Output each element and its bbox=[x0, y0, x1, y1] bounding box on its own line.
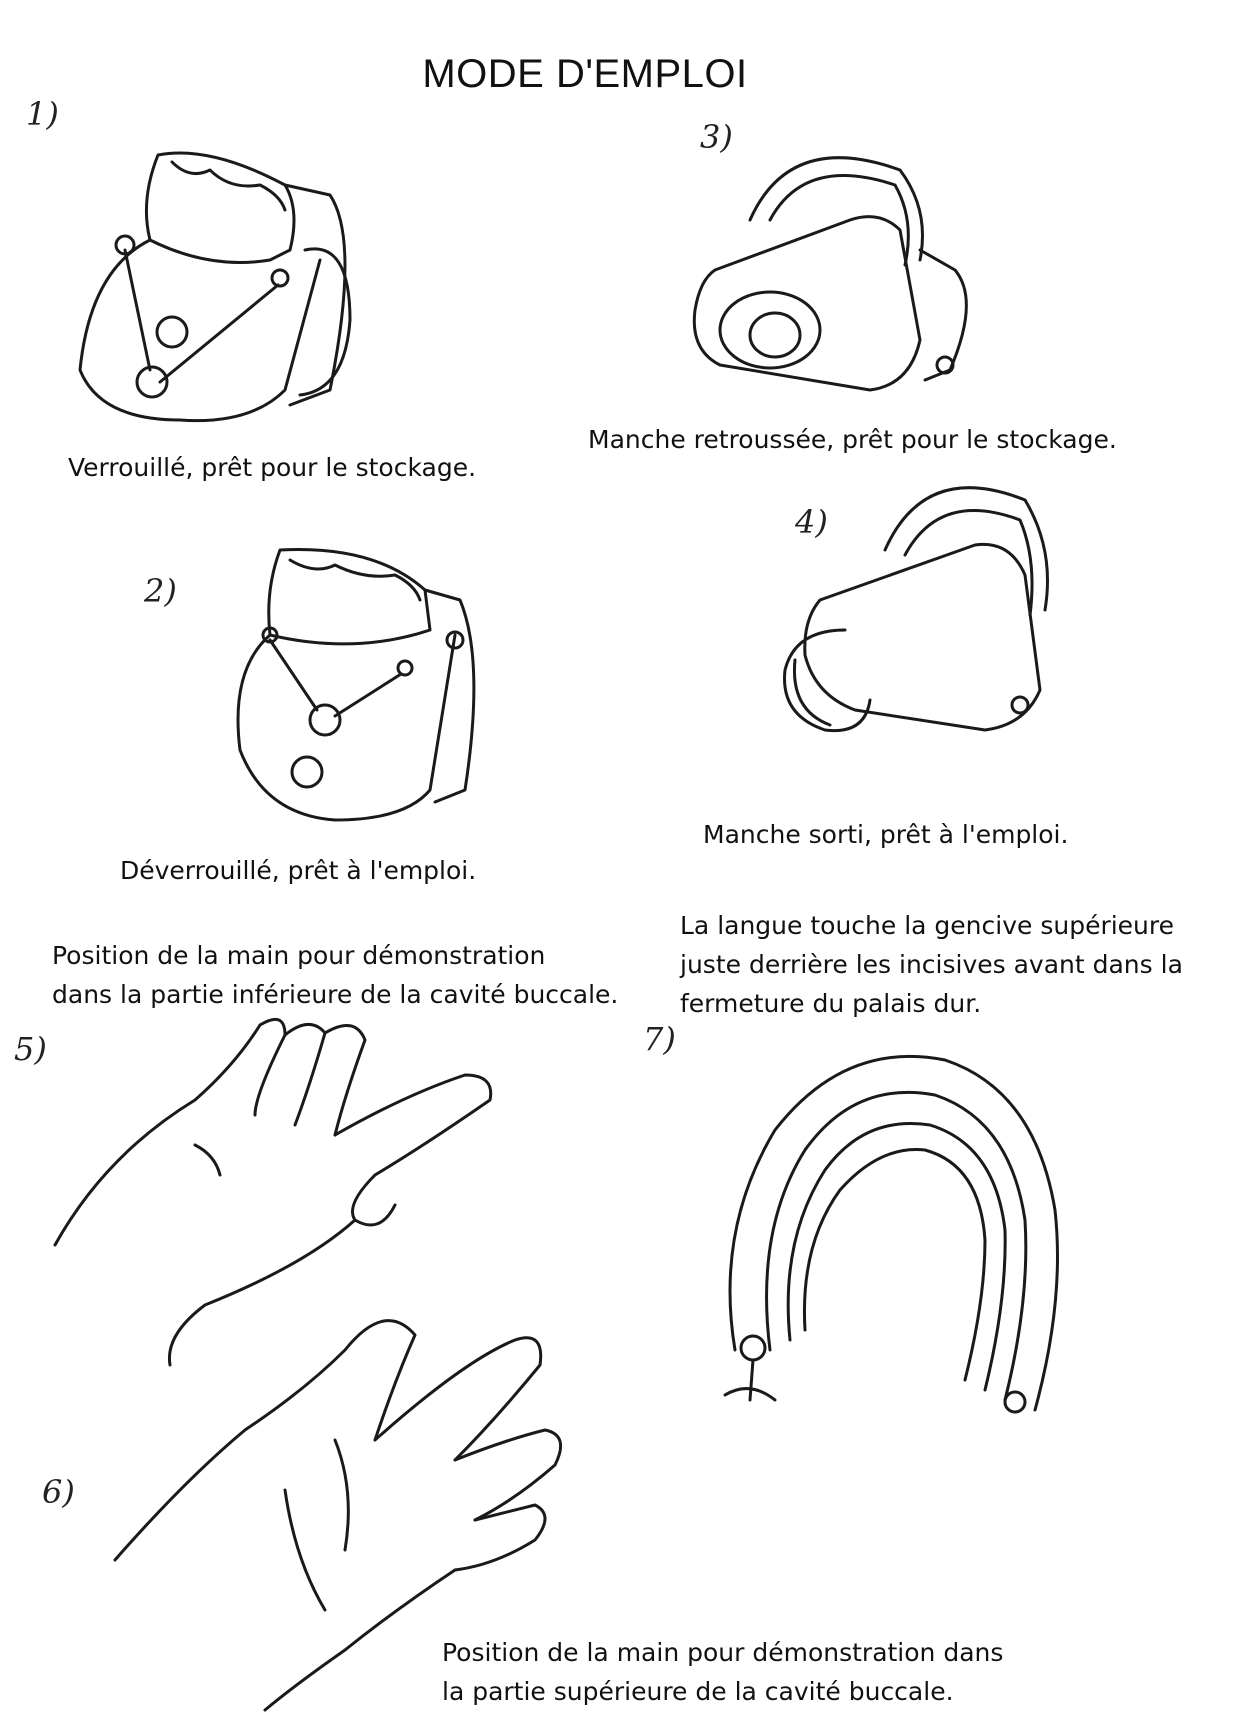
step-4-caption: Manche sorti, prêt à l'emploi. bbox=[703, 820, 1069, 849]
step-6-caption-line: la partie supérieure de la cavité buccale. bbox=[442, 1677, 954, 1706]
handle-extended-illustration bbox=[775, 480, 1105, 780]
palate-arch-illustration bbox=[695, 1030, 1095, 1430]
step-number-2: 2) bbox=[144, 572, 177, 610]
step-7-caption bbox=[680, 906, 1183, 1023]
step-number-6: 6) bbox=[42, 1473, 75, 1511]
locked-device-illustration bbox=[60, 140, 380, 430]
step-2-caption: Déverrouillé, prêt à l'emploi. bbox=[120, 856, 477, 885]
step-6-caption bbox=[442, 1633, 1003, 1711]
step-5-caption bbox=[52, 936, 618, 1014]
step-number-4: 4) bbox=[795, 503, 828, 541]
step-5-caption-line: Position de la main pour démonstration bbox=[52, 941, 546, 970]
handle-folded-illustration bbox=[680, 140, 1000, 400]
step-1-caption: Verrouillé, prêt pour le stockage. bbox=[68, 453, 477, 482]
step-7-caption-line: juste derrière les incisives avant dans la bbox=[680, 950, 1183, 979]
step-number-7: 7) bbox=[643, 1020, 676, 1058]
step-5-caption-line: dans la partie inférieure de la cavité buccale. bbox=[52, 980, 619, 1009]
unlocked-device-illustration bbox=[225, 540, 525, 830]
step-number-1: 1) bbox=[26, 95, 59, 133]
step-6-caption-line: Position de la main pour démonstration dans bbox=[442, 1638, 1004, 1667]
step-3-caption: Manche retroussée, prêt pour le stockage. bbox=[588, 425, 1117, 454]
step-7-caption-line: fermeture du palais dur. bbox=[680, 989, 982, 1018]
step-7-caption-line: La langue touche la gencive supérieure bbox=[680, 911, 1175, 940]
page-title: MODE D'EMPLOI bbox=[422, 52, 748, 96]
step-number-5: 5) bbox=[14, 1030, 47, 1068]
step-number-3: 3) bbox=[700, 118, 733, 156]
